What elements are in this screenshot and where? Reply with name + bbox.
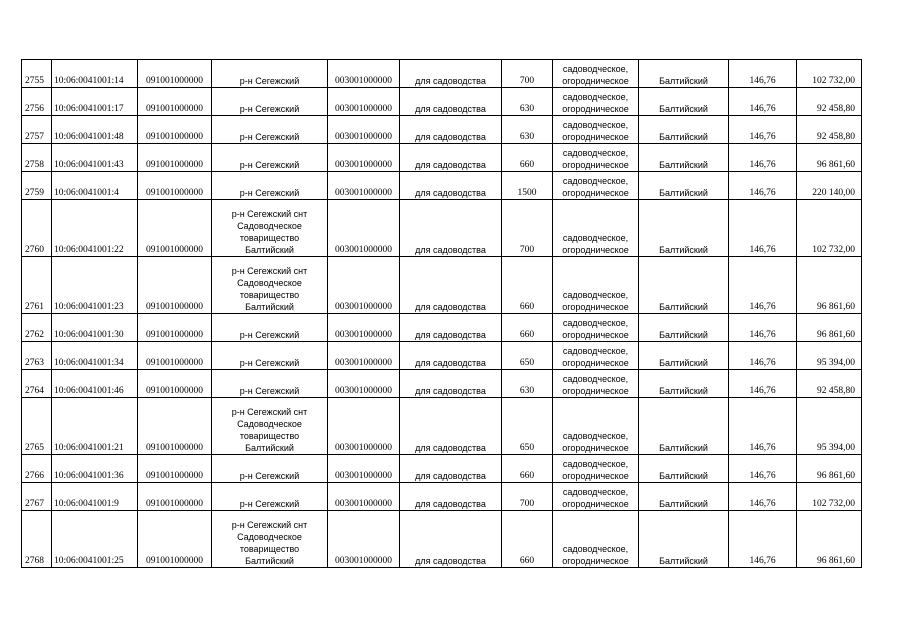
table-row bbox=[22, 116, 862, 144]
category-line: садоводческое, bbox=[562, 459, 629, 469]
oktmo-code-cell: 003001000000 bbox=[328, 370, 400, 398]
oktmo-code-cell: 003001000000 bbox=[328, 200, 400, 257]
land-use-cell: для садоводства bbox=[400, 398, 502, 455]
zone-cell: Балтийский bbox=[639, 116, 729, 144]
area-cell: 630 bbox=[502, 88, 553, 116]
table-row bbox=[22, 88, 862, 116]
category-line: огородническое bbox=[562, 104, 629, 114]
category-cell bbox=[553, 511, 639, 568]
category-line: садоводческое, bbox=[562, 64, 629, 74]
address-cell bbox=[212, 60, 328, 88]
category-line: садоводческое, bbox=[562, 233, 629, 243]
zone-cell: Балтийский bbox=[639, 60, 729, 88]
land-use-cell: для садоводства bbox=[400, 455, 502, 483]
cadastral-value-cell: 220 140,00 bbox=[797, 172, 862, 200]
address-line: р-н Сегежский bbox=[239, 499, 300, 509]
address-line: Балтийский bbox=[245, 302, 294, 312]
area-cell: 630 bbox=[502, 370, 553, 398]
okato-code-cell: 091001000000 bbox=[138, 88, 212, 116]
table-body bbox=[22, 60, 862, 568]
address-line: р-н Сегежский bbox=[239, 76, 300, 86]
cadastral-value-cell: 102 732,00 bbox=[797, 200, 862, 257]
category-line: садоводческое, bbox=[562, 176, 629, 186]
category-cell bbox=[553, 200, 639, 257]
address-cell bbox=[212, 116, 328, 144]
rate-cell: 146,76 bbox=[729, 144, 797, 172]
category-line: огородническое bbox=[562, 499, 629, 509]
zone-cell: Балтийский bbox=[639, 88, 729, 116]
cadastral-value-cell: 92 458,80 bbox=[797, 88, 862, 116]
cadastral-value-cell: 102 732,00 bbox=[797, 60, 862, 88]
area-cell: 700 bbox=[502, 60, 553, 88]
address-line: р-н Сегежский bbox=[239, 471, 300, 481]
address-cell bbox=[212, 455, 328, 483]
okato-code-cell: 091001000000 bbox=[138, 511, 212, 568]
area-cell: 660 bbox=[502, 314, 553, 342]
okato-code-cell: 091001000000 bbox=[138, 398, 212, 455]
zone-cell: Балтийский bbox=[639, 257, 729, 314]
cadastral-value-cell: 96 861,60 bbox=[797, 144, 862, 172]
row-number-cell: 2761 bbox=[22, 257, 52, 314]
address-line: товарищество bbox=[239, 431, 300, 441]
category-line: огородническое bbox=[562, 556, 629, 566]
address-cell bbox=[212, 172, 328, 200]
land-use-cell: для садоводства bbox=[400, 88, 502, 116]
okato-code-cell: 091001000000 bbox=[138, 342, 212, 370]
table-row bbox=[22, 200, 862, 257]
cadastral-value-cell: 102 732,00 bbox=[797, 483, 862, 511]
address-cell bbox=[212, 370, 328, 398]
category-cell bbox=[553, 342, 639, 370]
okato-code-cell: 091001000000 bbox=[138, 144, 212, 172]
row-number-cell: 2765 bbox=[22, 398, 52, 455]
rate-cell: 146,76 bbox=[729, 314, 797, 342]
address-cell bbox=[212, 511, 328, 568]
cadastral-number-cell: 10:06:0041001:43 bbox=[52, 144, 138, 172]
address-cell bbox=[212, 342, 328, 370]
address-line: р-н Сегежский снт bbox=[231, 407, 308, 417]
cadastral-number-cell: 10:06:0041001:21 bbox=[52, 398, 138, 455]
category-line: садоводческое, bbox=[562, 318, 629, 328]
oktmo-code-cell: 003001000000 bbox=[328, 88, 400, 116]
category-line: садоводческое, bbox=[562, 544, 629, 554]
cadastral-number-cell: 10:06:0041001:46 bbox=[52, 370, 138, 398]
category-line: огородническое bbox=[562, 132, 629, 142]
category-line: огородническое bbox=[562, 245, 629, 255]
rate-cell: 146,76 bbox=[729, 455, 797, 483]
category-cell bbox=[553, 370, 639, 398]
category-line: садоводческое, bbox=[562, 346, 629, 356]
oktmo-code-cell: 003001000000 bbox=[328, 342, 400, 370]
row-number-cell: 2766 bbox=[22, 455, 52, 483]
okato-code-cell: 091001000000 bbox=[138, 200, 212, 257]
category-line: садоводческое, bbox=[562, 374, 629, 384]
table-row bbox=[22, 314, 862, 342]
address-line: р-н Сегежский снт bbox=[231, 266, 308, 276]
address-line: р-н Сегежский bbox=[239, 358, 300, 368]
area-cell: 1500 bbox=[502, 172, 553, 200]
okato-code-cell: 091001000000 bbox=[138, 116, 212, 144]
land-use-cell: для садоводства bbox=[400, 116, 502, 144]
oktmo-code-cell: 003001000000 bbox=[328, 483, 400, 511]
row-number-cell: 2764 bbox=[22, 370, 52, 398]
zone-cell: Балтийский bbox=[639, 200, 729, 257]
category-cell bbox=[553, 88, 639, 116]
address-line: товарищество bbox=[239, 233, 300, 243]
address-line: товарищество bbox=[239, 544, 300, 554]
cadastral-value-cell: 96 861,60 bbox=[797, 314, 862, 342]
oktmo-code-cell: 003001000000 bbox=[328, 60, 400, 88]
area-cell: 660 bbox=[502, 257, 553, 314]
table-row bbox=[22, 483, 862, 511]
table-row bbox=[22, 342, 862, 370]
zone-cell: Балтийский bbox=[639, 314, 729, 342]
row-number-cell: 2758 bbox=[22, 144, 52, 172]
zone-cell: Балтийский bbox=[639, 455, 729, 483]
category-line: садоводческое, bbox=[562, 290, 629, 300]
rate-cell: 146,76 bbox=[729, 342, 797, 370]
category-cell bbox=[553, 455, 639, 483]
address-line: Балтийский bbox=[245, 443, 294, 453]
cadastral-number-cell: 10:06:0041001:22 bbox=[52, 200, 138, 257]
rate-cell: 146,76 bbox=[729, 200, 797, 257]
cadastral-number-cell: 10:06:0041001:34 bbox=[52, 342, 138, 370]
row-number-cell: 2756 bbox=[22, 88, 52, 116]
category-line: садоводческое, bbox=[562, 120, 629, 130]
row-number-cell: 2762 bbox=[22, 314, 52, 342]
cadastral-value-cell: 95 394,00 bbox=[797, 342, 862, 370]
table-row bbox=[22, 398, 862, 455]
category-line: огородническое bbox=[562, 471, 629, 481]
okato-code-cell: 091001000000 bbox=[138, 455, 212, 483]
address-line: р-н Сегежский bbox=[239, 188, 300, 198]
category-cell bbox=[553, 483, 639, 511]
cadastral-number-cell: 10:06:0041001:30 bbox=[52, 314, 138, 342]
rate-cell: 146,76 bbox=[729, 511, 797, 568]
category-line: огородническое bbox=[562, 330, 629, 340]
land-use-cell: для садоводства bbox=[400, 511, 502, 568]
land-use-cell: для садоводства bbox=[400, 483, 502, 511]
address-line: р-н Сегежский bbox=[239, 132, 300, 142]
rate-cell: 146,76 bbox=[729, 483, 797, 511]
cadastral-number-cell: 10:06:0041001:17 bbox=[52, 88, 138, 116]
zone-cell: Балтийский bbox=[639, 144, 729, 172]
rate-cell: 146,76 bbox=[729, 172, 797, 200]
rate-cell: 146,76 bbox=[729, 88, 797, 116]
address-cell bbox=[212, 200, 328, 257]
area-cell: 660 bbox=[502, 511, 553, 568]
land-use-cell: для садоводства bbox=[400, 144, 502, 172]
address-cell bbox=[212, 483, 328, 511]
area-cell: 650 bbox=[502, 398, 553, 455]
table-row bbox=[22, 370, 862, 398]
table-row bbox=[22, 257, 862, 314]
category-line: огородническое bbox=[562, 443, 629, 453]
land-use-cell: для садоводства bbox=[400, 200, 502, 257]
table-row bbox=[22, 60, 862, 88]
cadastral-number-cell: 10:06:0041001:4 bbox=[52, 172, 138, 200]
oktmo-code-cell: 003001000000 bbox=[328, 455, 400, 483]
category-line: огородническое bbox=[562, 386, 629, 396]
okato-code-cell: 091001000000 bbox=[138, 314, 212, 342]
category-line: садоводческое, bbox=[562, 148, 629, 158]
rate-cell: 146,76 bbox=[729, 60, 797, 88]
area-cell: 650 bbox=[502, 342, 553, 370]
row-number-cell: 2763 bbox=[22, 342, 52, 370]
cadastral-value-cell: 96 861,60 bbox=[797, 455, 862, 483]
category-cell bbox=[553, 172, 639, 200]
land-use-cell: для садоводства bbox=[400, 314, 502, 342]
cadastral-value-cell: 96 861,60 bbox=[797, 257, 862, 314]
area-cell: 660 bbox=[502, 144, 553, 172]
area-cell: 660 bbox=[502, 455, 553, 483]
cadastral-number-cell: 10:06:0041001:14 bbox=[52, 60, 138, 88]
category-line: огородническое bbox=[562, 302, 629, 312]
rate-cell: 146,76 bbox=[729, 257, 797, 314]
address-line: р-н Сегежский bbox=[239, 104, 300, 114]
address-cell bbox=[212, 314, 328, 342]
category-line: садоводческое, bbox=[562, 92, 629, 102]
cadastral-number-cell: 10:06:0041001:25 bbox=[52, 511, 138, 568]
oktmo-code-cell: 003001000000 bbox=[328, 511, 400, 568]
table-row bbox=[22, 172, 862, 200]
row-number-cell: 2759 bbox=[22, 172, 52, 200]
row-number-cell: 2757 bbox=[22, 116, 52, 144]
address-line: Балтийский bbox=[245, 245, 294, 255]
zone-cell: Балтийский bbox=[639, 483, 729, 511]
address-line: Садоводческое bbox=[237, 419, 302, 429]
zone-cell: Балтийский bbox=[639, 511, 729, 568]
address-line: р-н Сегежский снт bbox=[231, 520, 308, 530]
land-use-cell: для садоводства bbox=[400, 342, 502, 370]
okato-code-cell: 091001000000 bbox=[138, 172, 212, 200]
cadastral-value-cell: 92 458,80 bbox=[797, 370, 862, 398]
cadastral-value-cell: 96 861,60 bbox=[797, 511, 862, 568]
cadastral-number-cell: 10:06:0041001:48 bbox=[52, 116, 138, 144]
address-line: р-н Сегежский bbox=[239, 386, 300, 396]
address-cell bbox=[212, 144, 328, 172]
rate-cell: 146,76 bbox=[729, 398, 797, 455]
category-cell bbox=[553, 60, 639, 88]
address-cell bbox=[212, 257, 328, 314]
row-number-cell: 2767 bbox=[22, 483, 52, 511]
cadastral-number-cell: 10:06:0041001:36 bbox=[52, 455, 138, 483]
table-row bbox=[22, 144, 862, 172]
okato-code-cell: 091001000000 bbox=[138, 483, 212, 511]
address-cell bbox=[212, 88, 328, 116]
okato-code-cell: 091001000000 bbox=[138, 257, 212, 314]
cadastral-number-cell: 10:06:0041001:23 bbox=[52, 257, 138, 314]
category-cell bbox=[553, 257, 639, 314]
category-line: огородническое bbox=[562, 188, 629, 198]
category-cell bbox=[553, 314, 639, 342]
category-line: огородническое bbox=[562, 160, 629, 170]
oktmo-code-cell: 003001000000 bbox=[328, 144, 400, 172]
address-line: Садоводческое bbox=[237, 221, 302, 231]
address-line: р-н Сегежский bbox=[239, 330, 300, 340]
zone-cell: Балтийский bbox=[639, 172, 729, 200]
row-number-cell: 2760 bbox=[22, 200, 52, 257]
table-row bbox=[22, 511, 862, 568]
oktmo-code-cell: 003001000000 bbox=[328, 257, 400, 314]
category-cell bbox=[553, 144, 639, 172]
category-cell bbox=[553, 116, 639, 144]
area-cell: 630 bbox=[502, 116, 553, 144]
land-use-cell: для садоводства bbox=[400, 257, 502, 314]
land-parcels-table bbox=[21, 59, 862, 568]
row-number-cell: 2768 bbox=[22, 511, 52, 568]
area-cell: 700 bbox=[502, 200, 553, 257]
address-line: товарищество bbox=[239, 290, 300, 300]
address-line: Садоводческое bbox=[237, 532, 302, 542]
category-line: огородническое bbox=[562, 76, 629, 86]
cadastral-number-cell: 10:06:0041001:9 bbox=[52, 483, 138, 511]
land-use-cell: для садоводства bbox=[400, 60, 502, 88]
rate-cell: 146,76 bbox=[729, 370, 797, 398]
address-line: Садоводческое bbox=[237, 278, 302, 288]
category-line: садоводческое, bbox=[562, 431, 629, 441]
area-cell: 700 bbox=[502, 483, 553, 511]
row-number-cell: 2755 bbox=[22, 60, 52, 88]
oktmo-code-cell: 003001000000 bbox=[328, 116, 400, 144]
address-cell bbox=[212, 398, 328, 455]
category-cell bbox=[553, 398, 639, 455]
rate-cell: 146,76 bbox=[729, 116, 797, 144]
zone-cell: Балтийский bbox=[639, 370, 729, 398]
zone-cell: Балтийский bbox=[639, 342, 729, 370]
zone-cell: Балтийский bbox=[639, 398, 729, 455]
land-use-cell: для садоводства bbox=[400, 370, 502, 398]
oktmo-code-cell: 003001000000 bbox=[328, 314, 400, 342]
address-line: р-н Сегежский снт bbox=[231, 209, 308, 219]
cadastral-value-cell: 95 394,00 bbox=[797, 398, 862, 455]
oktmo-code-cell: 003001000000 bbox=[328, 172, 400, 200]
table-row bbox=[22, 455, 862, 483]
okato-code-cell: 091001000000 bbox=[138, 60, 212, 88]
category-line: садоводческое, bbox=[562, 487, 629, 497]
cadastral-value-cell: 92 458,80 bbox=[797, 116, 862, 144]
okato-code-cell: 091001000000 bbox=[138, 370, 212, 398]
oktmo-code-cell: 003001000000 bbox=[328, 398, 400, 455]
address-line: р-н Сегежский bbox=[239, 160, 300, 170]
land-use-cell: для садоводства bbox=[400, 172, 502, 200]
category-line: огородническое bbox=[562, 358, 629, 368]
address-line: Балтийский bbox=[245, 556, 294, 566]
